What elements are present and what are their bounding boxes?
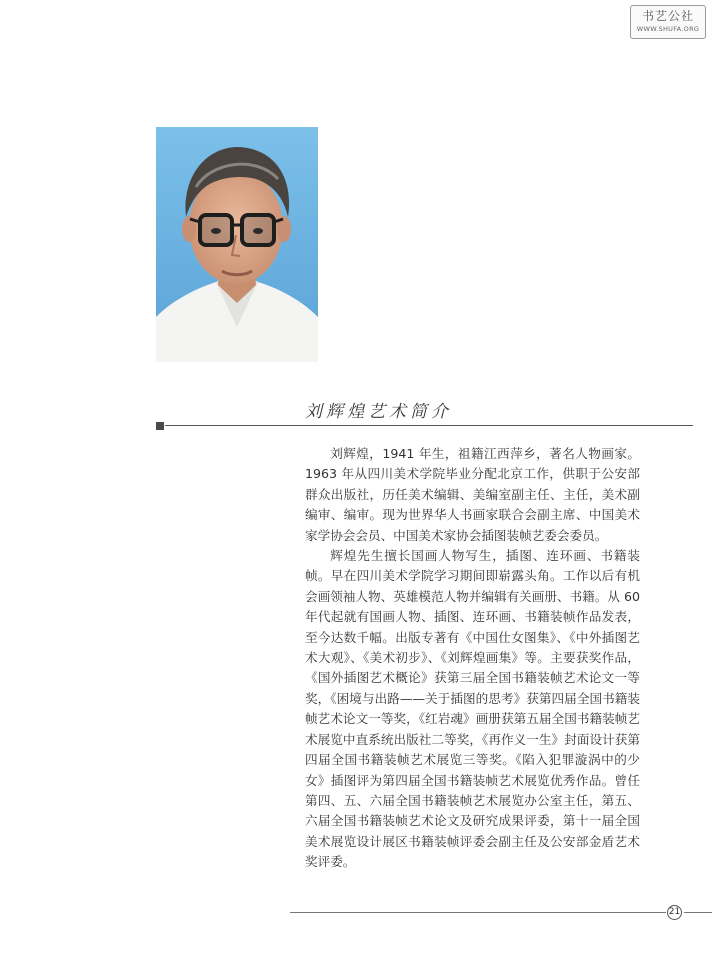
footer-divider-right xyxy=(684,912,712,913)
biography-paragraph: 辉煌先生擅长国画人物写生，插图、连环画、书籍装帧。早在四川美术学院学习期间即崭露头角。工作以后有机会画领袖人物、英雄模范人物并编辑有关画册、书籍。从 60 年代起就有国画人物、插图、连环画、书籍装帧作品发表，至今达数千幅。出版专著有《中国仕女图集》、《中外插图艺术大观》、《美术初步》、《刘辉煌画集》等。主要获奖作品，《国外插图艺术概论》获第三届全国书籍装帧艺术论文一等奖，《困境与出路——关于插图的思考》获第四届全国书籍装帧艺术论文一等奖，《红岩魂》画册获第五届全国书籍装帧艺术展览中直系统出版社二等奖，《再作义一生》封面设计获第四届全国书籍装帧艺术展览三等奖。《陷入犯罪漩涡中的少女》插图评为第四届全国书籍装帧艺术展览优秀作品。曾任第四、五、六届全国书籍装帧艺术展览办公室主任，第五、六届全国书籍装帧艺术论文及研究成果评委，第十一届全国美术展览设计展区书籍装帧评委会副主任及公安部金盾艺术奖评委。 xyxy=(305,548,640,870)
section-title: 刘辉煌艺术简介 xyxy=(305,402,452,422)
watermark-title: 书艺公社 xyxy=(641,9,694,23)
portrait-photo xyxy=(156,127,318,362)
biography-text xyxy=(305,444,640,873)
footer-divider xyxy=(290,912,666,913)
watermark-url: WWW.SHUFA.ORG xyxy=(636,25,700,33)
rule-marker xyxy=(156,422,164,430)
watermark-stamp xyxy=(630,5,706,39)
biography-paragraph: 刘辉煌，1941 年生，祖籍江西萍乡，著名人物画家。1963 年从四川美术学院毕业分配北京工作，供职于公安部群众出版社，历任美术编辑、美编室副主任、主任，美术副编审、编审。现为世界华人书画家联合会副主席、中国美术家学协会会员、中国美术家协会插图装帧艺委会委员。 xyxy=(305,446,640,543)
page-number: 21 xyxy=(667,905,682,920)
title-divider xyxy=(165,425,693,426)
